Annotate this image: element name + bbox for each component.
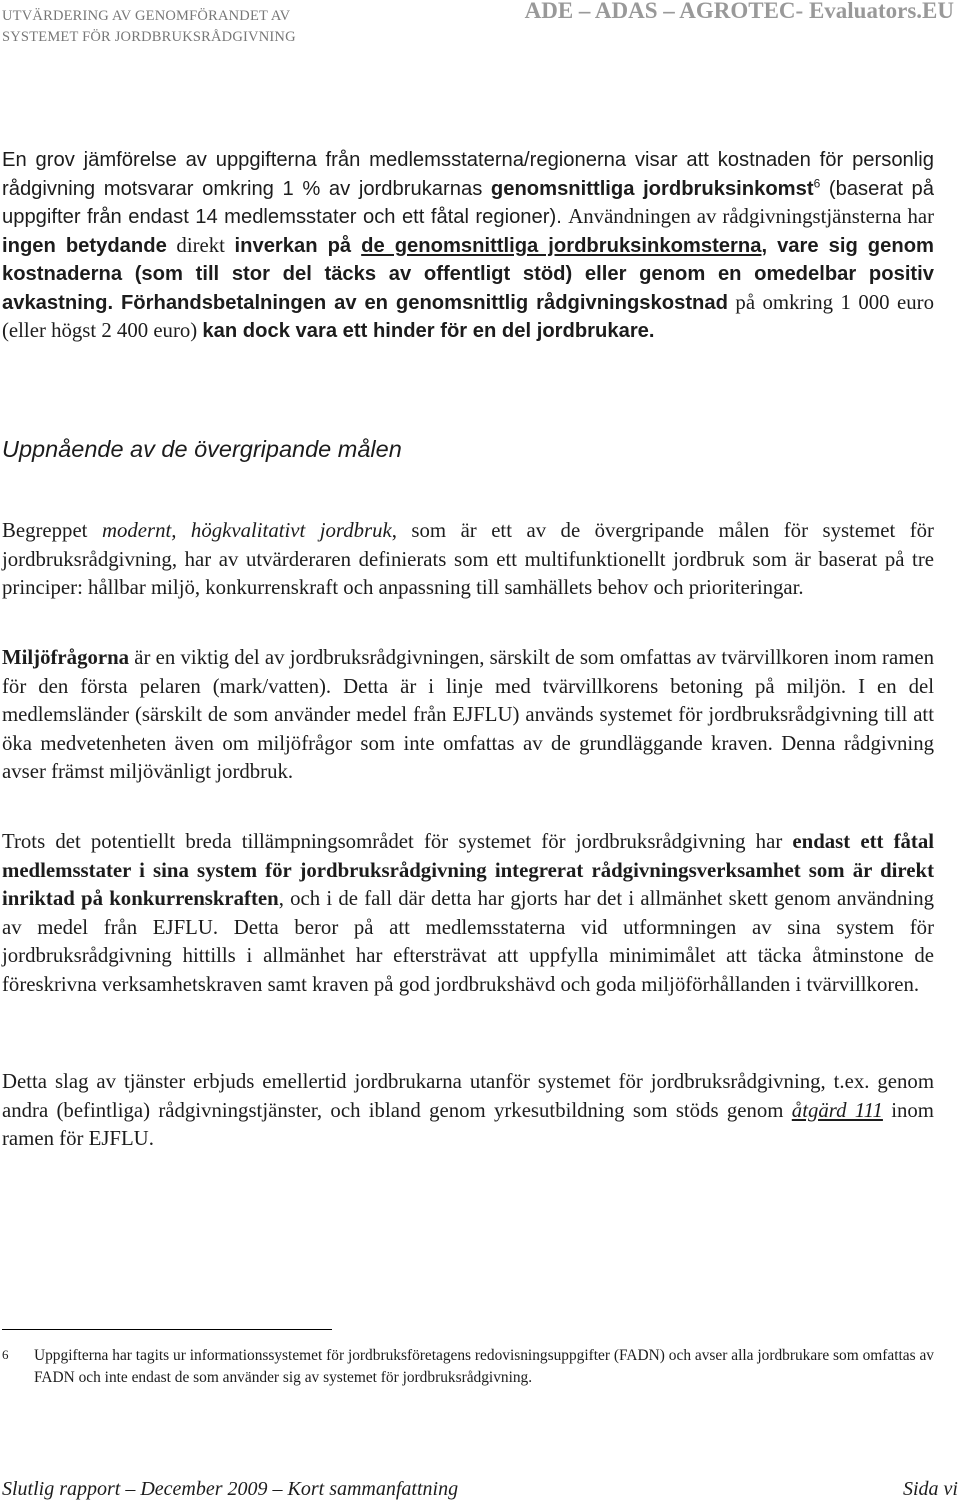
p1-text: En grov jämförelse av uppgifterna från medlemsstaterna/regionerna visar att kostnaden för personlig rådgivning motsvarar omkring 1 % av jordbrukarnas [2, 149, 934, 200]
p1-text-2: (baserat på uppgifter från endast 14 medlemsstater och ett fåtal regioner). [2, 177, 934, 228]
footnote-ref: 6 [813, 175, 821, 190]
header-organisations: ADE – ADAS – AGROTEC- Evaluators.EU [524, 0, 954, 23]
p3-bold: Miljöfrågorna [2, 646, 130, 669]
paragraph-costs [2, 146, 934, 346]
paragraph-services [2, 1068, 934, 1154]
header-title-line2: SYSTEMET FÖR JORDBRUKSRÅDGIVNING [2, 29, 296, 45]
paragraph-concept [2, 517, 934, 603]
p1-text-4: direkt [166, 233, 235, 257]
p1-bold-2: ingen betydande [2, 234, 167, 257]
p1-bold-income: genomsnittliga jordbruksinkomst [490, 177, 814, 200]
p2-italic: modernt, högkvalitativt jordbruk [101, 519, 392, 542]
footer-report-title: Slutlig rapport – December 2009 – Kort sammanfattning [2, 1478, 459, 1500]
paragraph-environment [2, 644, 934, 787]
p4-bold: endast ett fåtal medlemsstater i sina system för jordbruksrådgivning integrerat rådgivningsverksamhet som är direkt inriktad på konkurrenskraften [2, 830, 935, 910]
p1-bold-5: Förhandsbetalningen av en genomsnittlig rådgivningskostnad [120, 291, 728, 314]
p1-bold-underlined: de genomsnittliga jordbruksinkomsterna [361, 234, 762, 257]
p1-text-3: Användningen av rådgivningstjänsterna har [568, 205, 935, 228]
p1-space [113, 292, 121, 314]
p4-text-2: , och i de fall där detta har gjorts har det i allmänhet skett genom användning av medel från EJFLU. Detta beror på att medlemsstaterna vid utformningen av sina system för jordbruksrådgivning hittills i allmänhet har eftersträvat att uppfylla minimimålet att täcka åtminstone de föreskrivna verksamhetskraven samt kraven på god jordbrukshävd och goda miljöförhållanden i tvärvillkoren. [2, 887, 934, 996]
p1-bold-6: kan dock vara ett hinder för en del jordbrukare. [202, 320, 655, 342]
footnote-number: 6 [2, 1347, 9, 1362]
p5-text-2: inom ramen för EJFLU. [2, 1098, 934, 1150]
p2-text: Begreppet [2, 519, 102, 542]
paragraph-competitiveness [2, 828, 934, 999]
p5-measure: åtgärd 111 [791, 1098, 883, 1122]
header-title-line1: UTVÄRDERING AV GENOMFÖRANDET AV [2, 8, 291, 24]
p4-text: Trots det potentiellt breda tillämpningsområdet för systemet för jordbruksrådgivning har [2, 830, 793, 853]
p1-bold-3: inverkan på [234, 234, 362, 257]
section-heading: Uppnående av de övergripande målen [2, 436, 402, 462]
p3-text: är en viktig del av jordbruksrådgivningen, särskilt de som omfattas av tvärvillkoren inom ramen för den första pelaren (mark/vatten). Detta är i linje med tvärvillkorens betoning på miljön. I en del medlemsländer (särskilt de som använder medel från EJFLU) används systemet för jordbruksrådgivning till att öka medvetenheten även om miljöfrågor som inte omfattas av de grundläggande kraven. Denna rådgivning avser främst miljövänligt jordbruk. [2, 646, 934, 783]
page-number: Sida vi [903, 1478, 958, 1500]
p1-text-6: på omkring 1 000 euro (eller högst 2 400 euro) [2, 290, 934, 342]
p5-text: Detta slag av tjänster erbjuds emellertid jordbrukarna utanför systemet för jordbruksrådgivning, t.ex. genom andra (befintliga) rådgivningstjänster, och ibland genom yrkesutbildning som stöds genom [2, 1070, 934, 1122]
running-header [2, 6, 296, 48]
p1-bold-4: , vare sig genom kostnaderna (som till stor del täcks av offentligt stöd) eller genom en omedelbar positiv avkastning. [2, 234, 934, 314]
p2-text-2: , som är ett av de övergripande målen för systemet för jordbruksrådgivning, har av utvärderaren definierats som ett multifunktionellt jordbruk som är baserat på tre principer: hållbar miljö, konkurrenskraft och anpassning till samhällets behov och prioriteringar. [2, 519, 934, 599]
footnote [2, 1345, 934, 1388]
footnote-divider [2, 1329, 332, 1330]
footnote-text: Uppgifterna har tagits ur informationssystemet för jordbruksföretagens redovisningsuppgifter (FADN) och avser alla jordbrukare som omfattas av FADN och inte endast de som använder sig av systemet för jordbruksrådgivning. [34, 1347, 934, 1386]
